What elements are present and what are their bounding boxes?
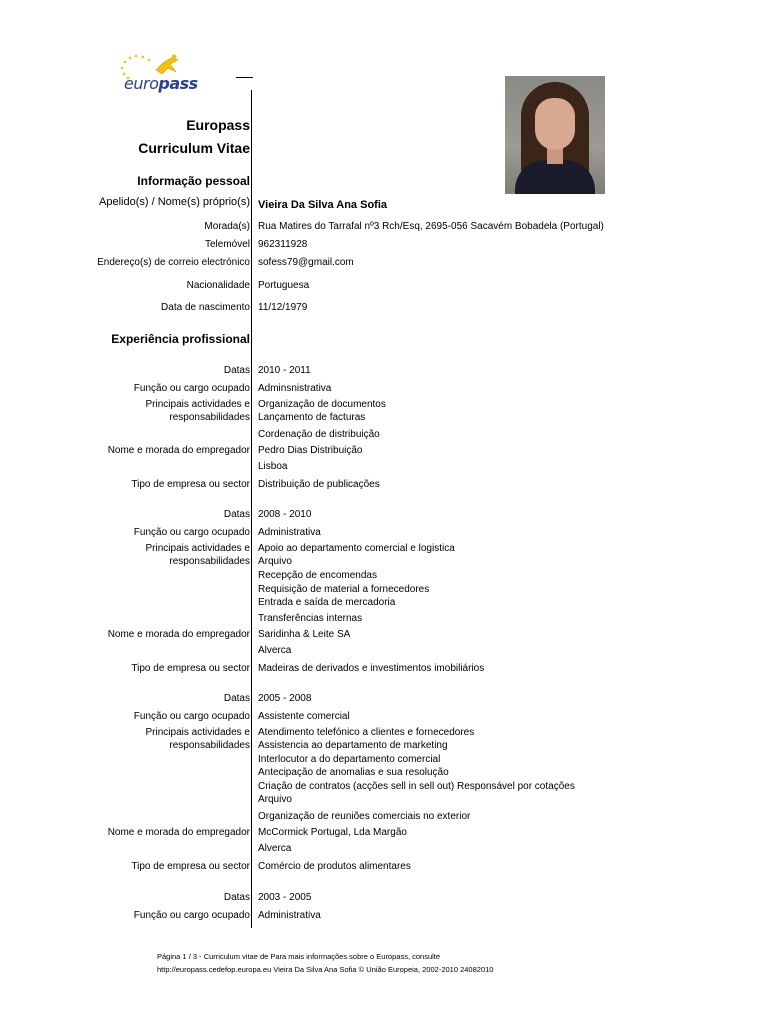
job-activity: Cordenação de distribuição bbox=[258, 429, 380, 440]
job-dates-label: Datas bbox=[223, 365, 250, 376]
job-employer-value: Pedro Dias Distribuição bbox=[258, 445, 363, 456]
nationality-label: Nacionalidade bbox=[186, 280, 250, 291]
job-role-label: Função ou cargo ocupado bbox=[133, 711, 250, 722]
title-curriculum-vitae: Curriculum Vitae bbox=[138, 140, 250, 156]
job-employer-location: Lisboa bbox=[258, 461, 288, 472]
birthdate-value: 11/12/1979 bbox=[258, 302, 308, 313]
email-value: sofess79@gmail.com bbox=[258, 257, 354, 268]
job-employer-label: Nome e morada do empregador bbox=[107, 445, 250, 456]
job-dates-label: Datas bbox=[223, 892, 250, 903]
title-europass: Europass bbox=[186, 117, 250, 133]
job-sector-value: Distribuição de publicações bbox=[258, 479, 380, 490]
job-dates-value: 2003 - 2005 bbox=[258, 892, 312, 903]
europass-logo bbox=[108, 52, 198, 98]
job-role-value: Administrativa bbox=[258, 527, 321, 538]
header-dash bbox=[236, 77, 253, 78]
phone-value: 962311928 bbox=[258, 239, 308, 250]
job-activity: Apoio ao departamento comercial e logistica bbox=[258, 543, 455, 554]
job-dates-value: 2005 - 2008 bbox=[258, 693, 312, 704]
job-activities-label: Principais actividades e bbox=[145, 399, 250, 410]
job-sector-value: Madeiras de derivados e investimentos imobiliários bbox=[258, 663, 485, 674]
job-dates-value: 2010 - 2011 bbox=[258, 365, 311, 376]
job-dates-value: 2008 - 2010 bbox=[258, 509, 312, 520]
job-sector-label: Tipo de empresa ou sector bbox=[131, 479, 250, 490]
job-sector-value: Comércio de produtos alimentares bbox=[258, 861, 411, 872]
logo-prefix: euro bbox=[124, 74, 159, 93]
job-activity: Transferências internas bbox=[258, 613, 363, 624]
job-dates-label: Datas bbox=[223, 693, 250, 704]
email-label: Endereço(s) de correio electrónico bbox=[97, 257, 250, 268]
job-activity: Interlocutor a do departamento comercial bbox=[258, 754, 441, 765]
job-dates-label: Datas bbox=[223, 509, 250, 520]
page-footer bbox=[157, 950, 493, 976]
job-role-label: Função ou cargo ocupado bbox=[133, 527, 250, 538]
job-sector-label: Tipo de empresa ou sector bbox=[131, 861, 250, 872]
job-activity: Recepção de encomendas bbox=[258, 570, 377, 581]
job-role-value: Assistente comercial bbox=[258, 711, 350, 722]
column-divider bbox=[251, 90, 252, 928]
job-sector-label: Tipo de empresa ou sector bbox=[131, 663, 250, 674]
address-label: Morada(s) bbox=[204, 221, 250, 232]
profile-photo bbox=[505, 76, 605, 194]
job-activity: Arquivo bbox=[258, 556, 292, 567]
job-activity: Arquivo bbox=[258, 794, 292, 805]
job-activity: Organização de reuniões comerciais no exterior bbox=[258, 811, 471, 822]
job-employer-label: Nome e morada do empregador bbox=[107, 827, 250, 838]
job-activity: Atendimento telefónico a clientes e fornecedores bbox=[258, 727, 475, 738]
job-role-value: Adminsnistrativa bbox=[258, 383, 332, 394]
job-activity: Criação de contratos (acções sell in sell out) Responsável por cotações bbox=[258, 781, 575, 792]
job-activity: Requisição de material a fornecedores bbox=[258, 584, 430, 595]
job-activities-label-cont: responsabilidades bbox=[169, 556, 250, 567]
job-employer-label: Nome e morada do empregador bbox=[107, 629, 250, 640]
section-title-personal: Informação pessoal bbox=[137, 174, 250, 188]
job-activities-label-cont: responsabilidades bbox=[169, 412, 250, 423]
footer-line-2[interactable]: http://europass.cedefop.europa.eu Vieira Da Silva Ana Sofia © União Europeia, 2002-2010 24082010 bbox=[157, 965, 494, 974]
job-employer-location: Alverca bbox=[258, 645, 292, 656]
job-activity: Lançamento de facturas bbox=[258, 412, 366, 423]
job-activity: Entrada e saída de mercadoria bbox=[258, 597, 396, 608]
job-employer-value: McCormick Portugal, Lda Margão bbox=[258, 827, 407, 838]
section-title-experience: Experiência profissional bbox=[111, 332, 250, 346]
job-role-label: Função ou cargo ocupado bbox=[133, 910, 250, 921]
job-role-value: Administrativa bbox=[258, 910, 321, 921]
job-role-label: Função ou cargo ocupado bbox=[133, 383, 250, 394]
job-activity: Organização de documentos bbox=[258, 399, 386, 410]
phone-label: Telemóvel bbox=[204, 239, 250, 250]
job-activity: Assistencia ao departamento de marketing bbox=[258, 740, 448, 751]
job-activities-label: Principais actividades e bbox=[145, 727, 250, 738]
address-value: Rua Matires do Tarrafal nº3 Rch/Esq, 2695-056 Sacavém Bobadela (Portugal) bbox=[258, 221, 604, 232]
name-value: Vieira Da Silva Ana Sofia bbox=[258, 199, 388, 211]
logo-suffix: pass bbox=[158, 74, 198, 93]
job-employer-location: Alverca bbox=[258, 843, 292, 854]
footer-line-1: Página 1 / 3 - Curriculum vitae de Para mais informações sobre o Europass, consulte bbox=[157, 952, 441, 961]
job-activity: Antecipação de anomalias e sua resolução bbox=[258, 767, 449, 778]
job-activities-label-cont: responsabilidades bbox=[169, 740, 250, 751]
nationality-value: Portuguesa bbox=[258, 280, 310, 291]
job-employer-value: Saridinha & Leite SA bbox=[258, 629, 351, 640]
birthdate-label: Data de nascimento bbox=[161, 302, 250, 313]
job-activities-label: Principais actividades e bbox=[145, 543, 250, 554]
name-label: Apelido(s) / Nome(s) próprio(s) bbox=[99, 196, 250, 208]
